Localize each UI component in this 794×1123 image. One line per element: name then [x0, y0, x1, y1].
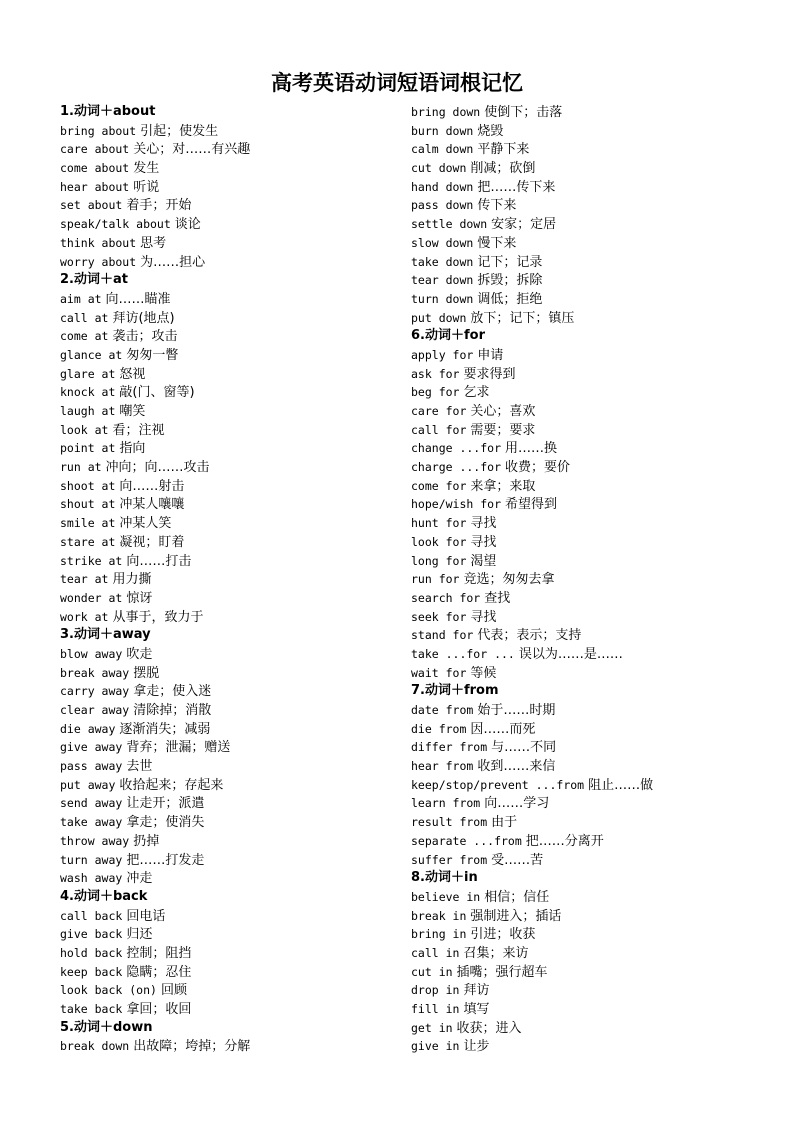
- phrase-chinese: 与……不同: [491, 740, 557, 756]
- phrase-chinese: 控制；阻挡: [126, 945, 192, 961]
- phrase-chinese: 冲某人嚷嚷: [119, 497, 185, 513]
- phrase-english: laugh at: [60, 404, 116, 418]
- phrase-chinese: 慢下来: [477, 235, 517, 251]
- phrase-entry: [411, 608, 771, 627]
- phrase-english: break away: [60, 665, 130, 680]
- phrase-english: glare at: [60, 366, 116, 381]
- phrase-chinese: 从事于，致力于: [112, 609, 204, 625]
- phrase-english: take ...for ...: [411, 646, 515, 661]
- phrase-english: worry about: [60, 254, 137, 269]
- phrase-chinese: 冲某人笑: [119, 516, 172, 532]
- phrase-entry: [411, 851, 771, 870]
- phrase-entry: [411, 495, 771, 514]
- phrase-english: shoot at: [60, 478, 116, 493]
- phrase-entry: [60, 234, 420, 253]
- phrase-entry: [60, 907, 420, 926]
- section-heading: 4.动词＋back: [60, 888, 148, 904]
- phrase-english: fill in: [411, 1002, 460, 1016]
- phrase-entry: [411, 477, 771, 496]
- phrase-entry: [60, 178, 420, 197]
- phrase-entry: [60, 533, 420, 552]
- phrase-chinese: 出故障；垮掉；分解: [133, 1039, 251, 1055]
- phrase-english: stand for: [411, 628, 474, 643]
- phrase-english: wait for: [411, 665, 467, 680]
- phrase-english: differ from: [411, 740, 488, 755]
- phrase-english: pass down: [411, 198, 474, 213]
- phrase-english: beg for: [411, 385, 460, 400]
- phrase-entry: [411, 458, 771, 477]
- phrase-chinese: 使倒下；击落: [484, 105, 563, 120]
- phrase-entry: [60, 645, 420, 664]
- phrase-chinese: 强制进入；插话: [470, 908, 562, 924]
- phrase-english: run for: [411, 572, 460, 587]
- phrase-english: work at: [60, 609, 109, 624]
- phrase-chinese: 指向: [119, 441, 146, 457]
- phrase-entry: [411, 365, 771, 384]
- phrase-entry: [60, 925, 420, 944]
- phrase-entry: [411, 552, 771, 571]
- phrase-english: separate ...from: [411, 833, 522, 848]
- phrase-english: set about: [60, 198, 123, 213]
- phrase-entry: [60, 215, 420, 234]
- phrase-english: look at: [60, 422, 109, 437]
- phrase-entry: [60, 738, 420, 757]
- phrase-entry: [411, 570, 771, 589]
- phrase-entry: [60, 365, 420, 384]
- phrase-entry: [411, 813, 771, 832]
- phrase-entry: [411, 122, 771, 141]
- phrase-english: cut in: [411, 964, 453, 979]
- phrase-entry: [60, 421, 420, 440]
- phrase-entry: [411, 439, 771, 458]
- phrase-entry: [60, 1000, 420, 1019]
- phrase-chinese: 扔掉: [133, 833, 160, 849]
- phrase-chinese: 用力撕: [112, 572, 152, 588]
- phrase-english: date from: [411, 703, 474, 717]
- section-heading: 3.动词＋away: [60, 627, 151, 643]
- phrase-chinese: 因……而死: [470, 721, 536, 737]
- phrase-english: come for: [411, 478, 467, 493]
- phrase-entry: [411, 309, 771, 328]
- phrase-entry: [411, 178, 771, 197]
- phrase-entry: [60, 458, 420, 477]
- phrase-entry: [411, 215, 771, 234]
- phrase-english: call for: [411, 422, 467, 437]
- phrase-english: bring down: [411, 105, 481, 119]
- phrase-chinese: 吹走: [126, 646, 153, 662]
- phrase-entry: [411, 757, 771, 776]
- phrase-chinese: 召集；来访: [463, 945, 529, 961]
- phrase-chinese: 冲向；向……攻击: [105, 460, 210, 476]
- phrase-chinese: 误以为……是……: [518, 646, 623, 662]
- phrase-english: put away: [60, 777, 116, 792]
- phrase-chinese: 始于……时期: [477, 703, 556, 718]
- phrase-chinese: 阻止……做: [588, 777, 654, 793]
- phrase-entry: [411, 253, 771, 272]
- phrase-chinese: 向……射击: [119, 478, 185, 494]
- phrase-chinese: 让步: [463, 1039, 490, 1055]
- phrase-chinese: 收到……来信: [477, 759, 556, 775]
- phrase-entry: [411, 944, 771, 963]
- phrase-entry: [60, 981, 420, 1000]
- phrase-chinese: 插嘴；强行超车: [456, 964, 548, 980]
- phrase-chinese: 拿回；收回: [126, 1002, 192, 1017]
- phrase-chinese: 收费；要价: [505, 460, 571, 476]
- phrase-english: settle down: [411, 217, 488, 232]
- phrase-entry: [411, 514, 771, 533]
- phrase-chinese: 填写: [463, 1002, 490, 1017]
- phrase-chinese: 把……打发走: [126, 852, 205, 868]
- phrase-entry: [60, 290, 420, 309]
- phrase-english: pass away: [60, 759, 123, 774]
- phrase-english: run at: [60, 460, 102, 475]
- phrase-chinese: 敲(门、窗等): [119, 385, 195, 401]
- phrase-entry: [411, 832, 771, 851]
- phrase-english: carry away: [60, 684, 130, 699]
- phrase-entry: [411, 1000, 771, 1019]
- phrase-english: come about: [60, 161, 130, 176]
- phrase-chinese: 来拿；来取: [470, 478, 536, 494]
- phrase-entry: [411, 159, 771, 178]
- phrase-chinese: 记下；记录: [477, 254, 543, 270]
- phrase-entry: [60, 439, 420, 458]
- phrase-english: hunt for: [411, 516, 467, 531]
- phrase-english: break in: [411, 908, 467, 923]
- phrase-chinese: 惊讶: [126, 590, 153, 606]
- phrase-entry: [411, 383, 771, 402]
- phrase-entry: [60, 589, 420, 608]
- phrase-english: burn down: [411, 123, 474, 138]
- phrase-entry: [60, 794, 420, 813]
- phrase-chinese: 回电话: [126, 908, 166, 924]
- phrase-entry: [411, 963, 771, 982]
- phrase-entry: [60, 514, 420, 533]
- phrase-chinese: 去世: [126, 759, 153, 775]
- phrase-chinese: 关心；对……有兴趣: [133, 142, 251, 158]
- phrase-entry: [411, 645, 771, 664]
- phrase-entry: [60, 159, 420, 178]
- section-heading: 1.动词＋about: [60, 104, 156, 119]
- phrase-chinese: 拿走；使消失: [126, 815, 205, 831]
- phrase-english: change ...for: [411, 441, 502, 456]
- phrase-chinese: 拜访: [463, 983, 490, 999]
- phrase-entry: [60, 477, 420, 496]
- phrase-english: apply for: [411, 347, 474, 362]
- phrase-chinese: 收拾起来；存起来: [119, 777, 224, 793]
- phrase-chinese: 渴望: [470, 553, 497, 569]
- phrase-entry: [60, 327, 420, 346]
- phrase-chinese: 隐瞒；忍住: [126, 964, 192, 980]
- phrase-chinese: 把……传下来: [477, 179, 556, 195]
- phrase-chinese: 向……学习: [484, 796, 550, 812]
- phrase-english: knock at: [60, 385, 116, 400]
- phrase-entry: [60, 813, 420, 832]
- phrase-english: seek for: [411, 609, 467, 624]
- phrase-english: think about: [60, 235, 137, 250]
- section-heading: 8.动词＋in: [411, 870, 478, 886]
- section-heading: 6.动词＋for: [411, 328, 485, 344]
- phrase-chinese: 需要；要求: [470, 422, 536, 438]
- phrase-chinese: 谈论: [174, 217, 201, 233]
- phrase-entry: [60, 869, 420, 888]
- phrase-entry: [411, 402, 771, 421]
- phrase-chinese: 等候: [470, 665, 497, 681]
- phrase-english: search for: [411, 590, 481, 605]
- phrase-english: call back: [60, 908, 123, 923]
- phrase-english: point at: [60, 441, 116, 456]
- phrase-chinese: 怒视: [119, 366, 146, 382]
- phrase-entry: [411, 981, 771, 1000]
- phrase-chinese: 背弃；泄漏；赠送: [126, 740, 231, 756]
- phrase-entry: [411, 907, 771, 926]
- phrase-english: take away: [60, 815, 123, 830]
- phrase-entry: [411, 533, 771, 552]
- phrase-english: break down: [60, 1039, 130, 1054]
- phrase-english: bring about: [60, 123, 137, 138]
- phrase-entry: [411, 271, 771, 290]
- phrase-english: give in: [411, 1039, 460, 1054]
- phrase-chinese: 希望得到: [505, 497, 558, 513]
- phrase-chinese: 思考: [140, 235, 167, 251]
- phrase-english: call at: [60, 310, 109, 325]
- phrase-chinese: 削减；砍倒: [470, 161, 536, 177]
- phrase-chinese: 相信；信任: [484, 889, 550, 905]
- phrase-entry: [60, 383, 420, 402]
- phrase-chinese: 冲走: [126, 871, 153, 887]
- phrase-english: hand down: [411, 179, 474, 194]
- phrase-english: turn away: [60, 852, 123, 867]
- phrase-chinese: 向……瞄准: [105, 291, 171, 307]
- phrase-chinese: 收获；进入: [456, 1020, 522, 1036]
- phrase-english: give away: [60, 740, 123, 755]
- phrase-chinese: 看；注视: [112, 422, 165, 438]
- phrase-chinese: 调低；拒绝: [477, 291, 543, 307]
- phrase-entry: [411, 701, 771, 720]
- phrase-chinese: 向……打击: [126, 553, 192, 569]
- phrase-english: take down: [411, 254, 474, 269]
- phrase-entry: [60, 720, 420, 739]
- section-heading: 5.动词＋down: [60, 1019, 153, 1035]
- phrase-english: care about: [60, 142, 130, 157]
- phrase-entry: [60, 682, 420, 701]
- phrase-chinese: 听说: [133, 179, 160, 195]
- phrase-entry: [60, 608, 420, 627]
- phrase-english: come at: [60, 329, 109, 344]
- phrase-english: wonder at: [60, 590, 123, 605]
- phrase-english: shout at: [60, 497, 116, 512]
- phrase-english: hear about: [60, 179, 130, 194]
- phrase-entry: [411, 664, 771, 683]
- phrase-chinese: 凝视；盯着: [119, 534, 185, 550]
- phrase-chinese: 回顾: [160, 983, 187, 999]
- phrase-english: hold back: [60, 945, 123, 960]
- phrase-entry: [411, 421, 771, 440]
- phrase-entry: [60, 309, 420, 328]
- phrase-chinese: 放下；记下；镇压: [470, 310, 575, 326]
- phrase-entry: [60, 552, 420, 571]
- phrase-english: strike at: [60, 553, 123, 568]
- phrase-english: wash away: [60, 871, 123, 886]
- phrase-entry: [411, 776, 771, 795]
- phrase-chinese: 烧毁: [477, 123, 504, 139]
- phrase-chinese: 匆匆一瞥: [126, 347, 179, 363]
- phrase-english: put down: [411, 310, 467, 325]
- phrase-chinese: 由于: [491, 815, 518, 831]
- phrase-entry: [60, 1037, 420, 1056]
- phrase-chinese: 拜访(地点): [112, 310, 175, 326]
- phrase-chinese: 受……苦: [491, 852, 544, 868]
- phrase-english: clear away: [60, 703, 130, 717]
- phrase-entry: [411, 140, 771, 159]
- phrase-entry: [411, 1019, 771, 1038]
- phrase-english: drop in: [411, 983, 460, 998]
- phrase-chinese: 寻找: [470, 534, 497, 550]
- phrase-english: get in: [411, 1020, 453, 1035]
- phrase-english: calm down: [411, 142, 474, 157]
- phrase-english: die from: [411, 721, 467, 736]
- phrase-entry: [60, 664, 420, 683]
- phrase-chinese: 寻找: [470, 516, 497, 532]
- phrase-english: look for: [411, 534, 467, 549]
- left-column: [60, 103, 420, 1056]
- phrase-chinese: 着手；开始: [126, 198, 192, 214]
- phrase-chinese: 代表；表示；支持: [477, 628, 582, 644]
- phrase-entry: [60, 944, 420, 963]
- phrase-english: tear at: [60, 572, 109, 587]
- phrase-entry: [60, 757, 420, 776]
- phrase-english: send away: [60, 796, 123, 811]
- phrase-chinese: 发生: [133, 161, 160, 177]
- phrase-english: stare at: [60, 534, 116, 549]
- phrase-chinese: 袭击；攻击: [112, 329, 178, 345]
- phrase-chinese: 传下来: [477, 198, 517, 214]
- phrase-entry: [411, 925, 771, 944]
- phrase-english: turn down: [411, 291, 474, 306]
- phrase-english: speak/talk about: [60, 217, 171, 232]
- phrase-entry: [60, 832, 420, 851]
- phrase-english: keep back: [60, 964, 123, 979]
- phrase-entry: [60, 776, 420, 795]
- phrase-entry: [60, 122, 420, 141]
- phrase-english: look back (on): [60, 983, 157, 998]
- phrase-entry: [60, 196, 420, 215]
- phrase-chinese: 拆毁；拆除: [477, 273, 543, 289]
- phrase-entry: [411, 346, 771, 365]
- phrase-chinese: 寻找: [470, 609, 497, 625]
- phrase-chinese: 让走开；派遣: [126, 796, 205, 812]
- phrase-chinese: 摆脱: [133, 665, 160, 681]
- phrase-entry: [60, 963, 420, 982]
- phrase-english: tear down: [411, 273, 474, 288]
- phrase-chinese: 安家；定居: [491, 217, 557, 233]
- phrase-english: hear from: [411, 759, 474, 774]
- phrase-entry: [411, 103, 771, 122]
- phrase-entry: [60, 140, 420, 159]
- phrase-english: die away: [60, 721, 116, 736]
- phrase-chinese: 平静下来: [477, 142, 530, 158]
- phrase-english: long for: [411, 553, 467, 568]
- phrase-english: aim at: [60, 291, 102, 306]
- phrase-chinese: 用……换: [505, 441, 558, 457]
- phrase-chinese: 申请: [477, 347, 504, 363]
- phrase-chinese: 逐渐消失；减弱: [119, 721, 211, 737]
- phrase-english: throw away: [60, 833, 130, 848]
- phrase-chinese: 为……担心: [140, 254, 206, 270]
- phrase-entry: [411, 888, 771, 907]
- phrase-chinese: 竞选；匆匆去拿: [463, 572, 555, 588]
- phrase-english: keep/stop/prevent ...from: [411, 777, 585, 792]
- phrase-english: give back: [60, 927, 123, 942]
- phrase-english: cut down: [411, 161, 467, 176]
- phrase-chinese: 引起；使发生: [140, 123, 219, 139]
- phrase-entry: [411, 738, 771, 757]
- section-heading: 2.动词＋at: [60, 272, 128, 288]
- phrase-entry: [411, 234, 771, 253]
- phrase-entry: [411, 794, 771, 813]
- phrase-chinese: 归还: [126, 927, 153, 943]
- phrase-english: care for: [411, 404, 467, 418]
- section-heading: 7.动词＋from: [411, 683, 499, 699]
- phrase-english: bring in: [411, 927, 467, 942]
- phrase-chinese: 查找: [484, 590, 511, 606]
- phrase-chinese: 关心；喜欢: [470, 404, 536, 419]
- phrase-entry: [60, 253, 420, 272]
- phrase-chinese: 拿走；使入迷: [133, 684, 212, 700]
- phrase-entry: [411, 1037, 771, 1056]
- phrase-english: take back: [60, 1002, 123, 1016]
- phrase-entry: [411, 196, 771, 215]
- phrase-english: suffer from: [411, 852, 488, 867]
- phrase-chinese: 把……分离开: [525, 833, 604, 849]
- phrase-english: charge ...for: [411, 460, 502, 475]
- phrase-chinese: 要求得到: [463, 366, 516, 382]
- phrase-entry: [411, 720, 771, 739]
- phrase-entry: [60, 851, 420, 870]
- phrase-chinese: 乞求: [463, 385, 490, 401]
- phrase-english: glance at: [60, 347, 123, 362]
- phrase-english: learn from: [411, 796, 481, 811]
- phrase-english: blow away: [60, 646, 123, 661]
- phrase-english: ask for: [411, 366, 460, 381]
- phrase-chinese: 清除掉；消散: [133, 703, 212, 718]
- phrase-entry: [60, 570, 420, 589]
- phrase-english: result from: [411, 815, 488, 830]
- phrase-entry: [411, 589, 771, 608]
- page-title: 高考英语动词短语词根记忆: [271, 71, 523, 95]
- phrase-entry: [60, 495, 420, 514]
- phrase-chinese: 引进；收获: [470, 927, 536, 943]
- phrase-chinese: 嘲笑: [119, 404, 146, 419]
- right-column: [411, 103, 771, 1056]
- phrase-entry: [411, 626, 771, 645]
- phrase-entry: [60, 346, 420, 365]
- phrase-english: hope/wish for: [411, 497, 502, 512]
- phrase-entry: [60, 402, 420, 421]
- phrase-english: smile at: [60, 516, 116, 531]
- phrase-english: slow down: [411, 235, 474, 250]
- phrase-entry: [411, 290, 771, 309]
- phrase-entry: [60, 701, 420, 720]
- phrase-english: believe in: [411, 889, 481, 904]
- phrase-english: call in: [411, 945, 460, 960]
